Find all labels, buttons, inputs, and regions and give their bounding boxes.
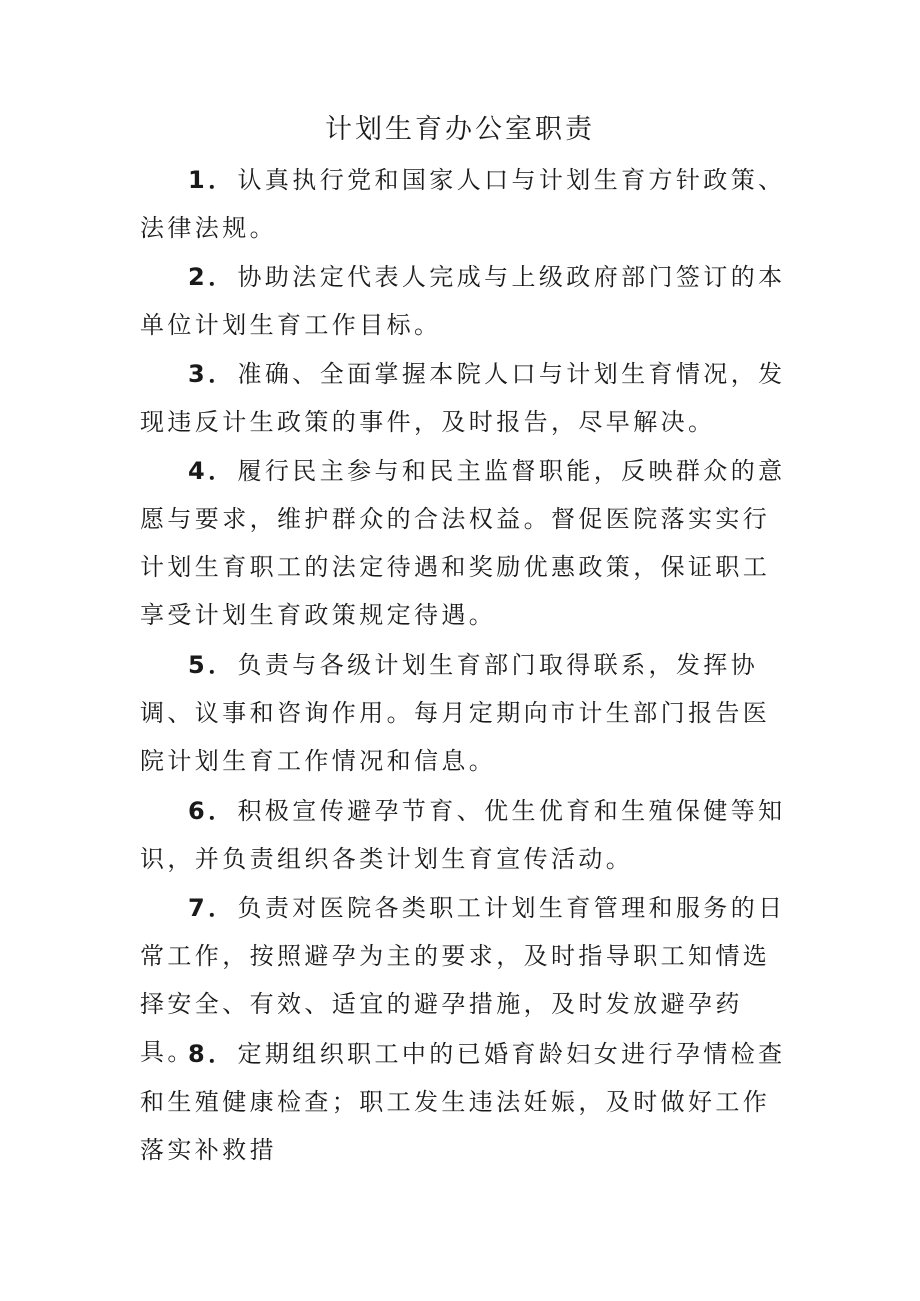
item-number: 7． <box>188 894 236 922</box>
item-number: 6． <box>188 797 236 825</box>
duty-item-6 <box>140 787 790 883</box>
item-number: 5． <box>188 651 236 679</box>
duty-item-4 <box>140 447 790 639</box>
item-text: 负责对医院各类职工计划生育管理和服务的日常工作，按照避孕为主的要求，及时指导职工知情选择安全、有效、适宜的避孕措施，及时发放避孕药具。 <box>140 894 786 1066</box>
duty-item-5 <box>140 641 790 785</box>
item-text: 积极宣传避孕节育、优生优育和生殖保健等知识，并负责组织各类计划生育宣传活动。 <box>140 797 786 873</box>
item-number: 8． <box>188 1040 236 1068</box>
item-text: 履行民主参与和民主监督职能，反映群众的意愿与要求，维护群众的合法权益。督促医院落实实行计划生育职工的法定待遇和奖励优惠政策，保证职工享受计划生育政策规定待遇。 <box>140 457 786 629</box>
duty-item-3 <box>140 350 790 446</box>
duty-item-8 <box>140 1030 790 1174</box>
item-number: 3． <box>188 360 236 388</box>
item-number: 4． <box>188 457 236 485</box>
item-text: 协助法定代表人完成与上级政府部门签订的本单位计划生育工作目标。 <box>140 263 786 339</box>
item-text: 定期组织职工中的已婚育龄妇女进行孕情检查和生殖健康检查；职工发生违法妊娠，及时做好工作落实补救措 <box>140 1040 786 1164</box>
duty-item-1 <box>140 156 790 252</box>
item-text: 认真执行党和国家人口与计划生育方针政策、法律法规。 <box>140 166 786 242</box>
page-title: 计划生育办公室职责 <box>325 114 595 145</box>
item-number: 1． <box>188 166 236 194</box>
item-number: 2． <box>188 263 236 291</box>
duty-item-2 <box>140 253 790 349</box>
item-text: 负责与各级计划生育部门取得联系，发挥协调、议事和咨询作用。每月定期向市计生部门报告医院计划生育工作情况和信息。 <box>140 651 771 775</box>
item-text: 准确、全面掌握本院人口与计划生育情况，发现违反计生政策的事件，及时报告，尽早解决。 <box>140 360 786 436</box>
